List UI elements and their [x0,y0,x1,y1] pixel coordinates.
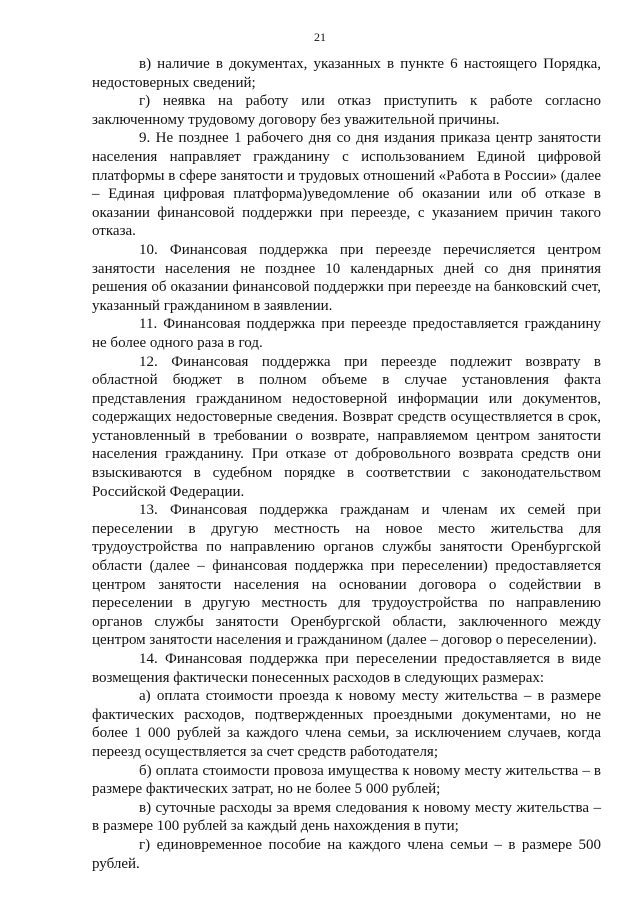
paragraph-14: 14. Финансовая поддержка при переселении предоставляется в виде возмещения фактически понесенных расходов в следующих размерах: [92,651,601,686]
paragraph-14v: в) суточные расходы за время следования к новому месту жительства – в размере 100 рублей за каждый день нахождения в пути; [92,799,601,835]
paragraph-3g: г) неявка на работу или отказ приступить к работе согласно заключенному трудовому договору без уважительной причины. [92,93,601,128]
paragraph-12: 12. Финансовая поддержка при переезде подлежит возврату в областной бюджет в полном объеме в случае установления факта представления гражданином недостоверной информации или документов, содержащих недостоверные сведения. Возврат средств осуществляется в срок, установленный в требовании о возврате, направляемом центром занятости населения гражданину. При отказе от добровольного возврата средств они взыскиваются в судебном порядке в соответствии с законодательством Российской Федерации. [92,353,601,500]
paragraph-3v: в) наличие в документах, указанных в пункте 6 настоящего Порядка, недостоверных сведений; [92,56,601,91]
paragraph-11: 11. Финансовая поддержка при переезде предоставляется гражданину не более одного раза в год. [92,316,601,351]
paragraph-13: 13. Финансовая поддержка гражданам и членам их семей при переселении в другую местность на новое место жительства для трудоустройства по направлению органов службы занятости Оренбургской области (далее – финансовая поддержка при переселении) предоставляется центром занятости населения на основании договора о содействии в переселении в другую местность для трудоустройства по направлению органов службы занятости Оренбургской области, заключенного между центром занятости населения и гражданином (далее – договор о переселении). [92,502,601,649]
page-number: 21 [314,30,326,44]
paragraph-14g: г) единовременное пособие на каждого члена семьи – в размере 500 рублей. [92,836,601,872]
document-body [92,55,601,873]
paragraph-14a: а) оплата стоимости проезда к новому месту жительства – в размере фактических расходов, подтвержденных проездными документами, но не более 1 000 рублей за каждого члена семьи, за исключением случаев, когда переезд осуществляется за счет средств работодателя; [92,688,601,760]
paragraph-14b: б) оплата стоимости провоза имущества к новому месту жительства – в размере фактических затрат, но не более 5 000 рублей; [92,762,601,798]
paragraph-9: 9. Не позднее 1 рабочего дня со дня издания приказа центр занятости населения направляет гражданину с использованием Единой цифровой платформы в сфере занятости и трудовых отношений «Работа в России» (далее – Единая цифровая платформа)уведомление об оказании или об отказе в оказании финансовой поддержки при переезде, с указанием причин такого отказа. [92,130,601,240]
paragraph-10: 10. Финансовая поддержка при переезде перечисляется центром занятости населения не позднее 10 календарных дней со дня принятия решения об оказании финансовой поддержки при переезде на банковский счет, указанный гражданином в заявлении. [92,241,601,314]
